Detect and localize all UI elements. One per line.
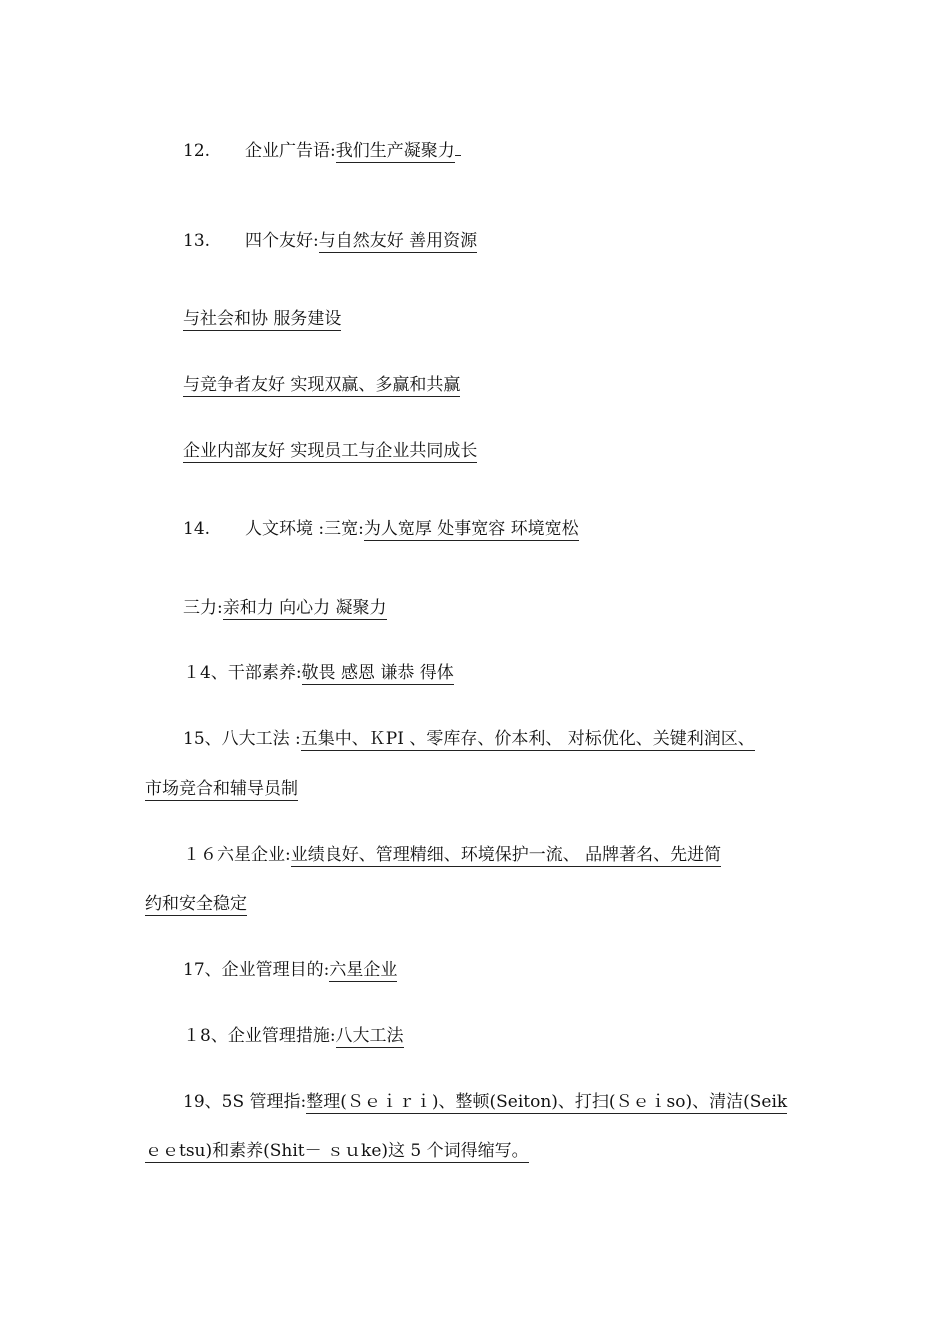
item-19-cont (145, 1140, 529, 1164)
item-13 (183, 230, 477, 254)
item-label: 人文环境 :三宽: (245, 519, 364, 539)
item-label: １8、企业管理措施: (183, 1026, 336, 1046)
item-14a (183, 518, 579, 542)
item-sub-value: 与社会和协 服务建设 (183, 309, 342, 329)
item-value-continued: 市场竞合和辅导员制 (145, 779, 298, 799)
item-14b (183, 662, 454, 686)
item-12 (183, 140, 461, 164)
item-13-sub-3 (183, 440, 477, 464)
item-value-continued: ｅｅtsu)和素养(Shit－ ｓｕke)这 5 个词得缩写。 (145, 1141, 529, 1161)
item-14a-sub (183, 597, 387, 621)
item-17 (183, 959, 397, 983)
item-value: 五集中、ＫPI 、零库存、价本利、 对标优化、关键利润区、 (300, 729, 755, 749)
item-label: 四个友好: (245, 231, 319, 251)
item-value: 为人宽厚 处事宽容 环境宽松 (363, 519, 579, 539)
item-value: 与自然友好 善用资源 (318, 231, 478, 251)
item-value: 六星企业 (329, 960, 398, 980)
item-sub-value: 与竞争者友好 实现双赢、多赢和共赢 (183, 375, 461, 395)
item-value: 我们生产凝聚力 (335, 141, 455, 161)
item-label: 19、5S 管理指: (183, 1092, 307, 1112)
item-sub-value: 亲和力 向心力 凝聚力 (222, 598, 387, 618)
item-label: １６六星企业: (183, 845, 291, 865)
item-number: 13. (183, 231, 211, 251)
item-sub-label: 三力: (183, 598, 223, 618)
item-13-sub-1 (183, 308, 341, 332)
item-label: １4、干部素养: (183, 663, 302, 683)
item-15 (183, 728, 755, 752)
item-label: 企业广告语: (245, 141, 336, 161)
item-label: 15、八大工法 : (183, 729, 301, 749)
item-value: 整理(Ｓｅｉｒｉ)、整顿(Seiton)、打扫(Ｓｅｉso)、清洁(Seik (306, 1092, 788, 1112)
item-value-continued: 约和安全稳定 (145, 894, 247, 914)
item-number: 12. (183, 141, 211, 161)
item-15-cont (145, 778, 298, 802)
item-value: 八大工法 (335, 1026, 404, 1046)
item-value: 敬畏 感恩 谦恭 得体 (301, 663, 454, 683)
item-value: 业绩良好、管理精细、环境保护一流、 品牌著名、先进简 (290, 845, 722, 865)
item-sub-value: 企业内部友好 实现员工与企业共同成长 (183, 441, 478, 461)
item-18 (183, 1025, 404, 1049)
item-16-cont (145, 893, 247, 917)
item-label: 17、企业管理目的: (183, 960, 330, 980)
item-19 (183, 1091, 787, 1115)
item-13-sub-2 (183, 374, 460, 398)
item-number: 14. (183, 519, 211, 539)
item-16 (183, 844, 721, 868)
